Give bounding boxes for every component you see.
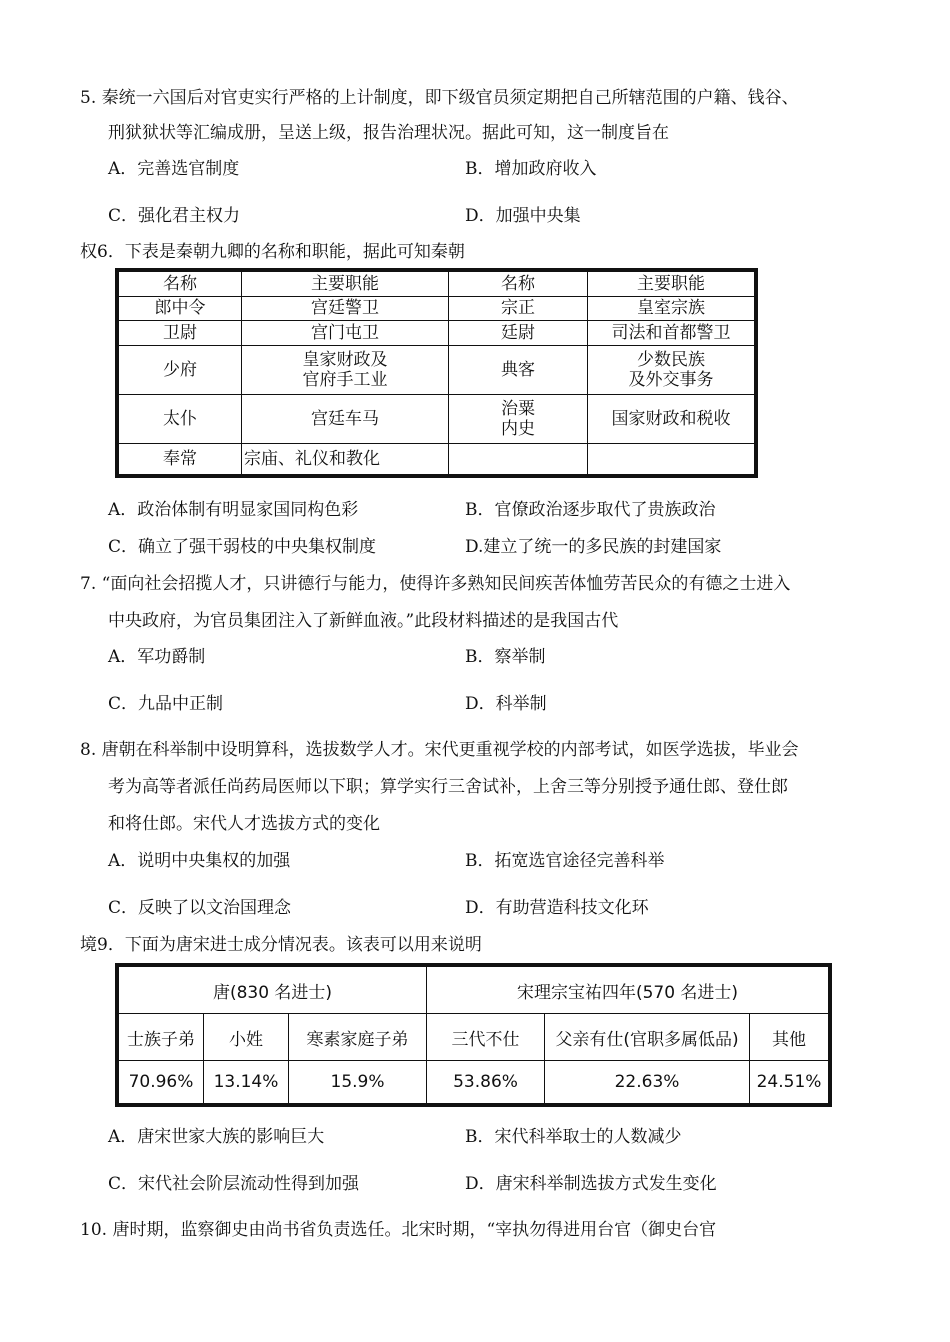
tang-song-jinshi-table: [115, 963, 832, 1107]
table-cell: [449, 444, 588, 475]
table-header: 名称: [119, 272, 242, 297]
table-cell: 奉常: [119, 444, 242, 475]
table-cell: 24.51%: [750, 1061, 829, 1104]
table-cell: 宫廷警卫: [242, 296, 449, 321]
table-cell: 皇室宗族: [588, 296, 755, 321]
q7-stem-line1: 7. “面向社会招揽人才，只讲德行与能力，使得许多熟知民间疾苦体恤劳苦民众的有德之士进入: [80, 574, 791, 594]
q9-option-b: B．宋代科举取士的人数减少: [465, 1127, 682, 1147]
table-header: 父亲有仕(官职多属低品): [545, 1014, 750, 1061]
table-header: 小姓: [204, 1014, 289, 1061]
q9-stem: 境9．下面为唐宋进士成分情况表。该表可以用来说明: [80, 935, 482, 955]
table-header: 主要职能: [242, 272, 449, 297]
table-header: 主要职能: [588, 272, 755, 297]
q8-option-a: A．说明中央集权的加强: [108, 851, 291, 871]
table-cell: 郎中令: [119, 296, 242, 321]
table-cell: 典客: [449, 345, 588, 394]
table-cell: 司法和首都警卫: [588, 321, 755, 346]
q8-option-b: B．拓宽选官途径完善科举: [465, 851, 665, 871]
table-header: 其他: [750, 1014, 829, 1061]
table-cell: 治粟 内史: [449, 394, 588, 443]
q9-option-a: A．唐宋世家大族的影响巨大: [108, 1127, 325, 1147]
table-cell: 13.14%: [204, 1061, 289, 1104]
q7-option-c: C．九品中正制: [108, 694, 224, 714]
table-cell: 太仆: [119, 394, 242, 443]
table-header: 三代不仕: [427, 1014, 545, 1061]
table-cell: 少数民族 及外交事务: [588, 345, 755, 394]
table-header: 名称: [449, 272, 588, 297]
q6-option-c: C．确立了强干弱枝的中央集权制度: [108, 537, 377, 557]
table-cell: 国家财政和税收: [588, 394, 755, 443]
table-cell: 宗正: [449, 296, 588, 321]
q6-option-a: A．政治体制有明显家国同构色彩: [108, 500, 359, 520]
q7-option-a: A．军功爵制: [108, 647, 206, 667]
q6-option-b: B．官僚政治逐步取代了贵族政治: [465, 500, 716, 520]
table-cell: [588, 444, 755, 475]
q8-stem-line1: 8. 唐朝在科举制中设明算科，选拔数学人才。宋代更重视学校的内部考试，如医学选拔，毕业会: [80, 740, 799, 760]
q8-option-c: C．反映了以文治国理念: [108, 898, 292, 918]
q6-option-d: D.建立了统一的多民族的封建国家: [465, 537, 722, 557]
q7-option-b: B．察举制: [465, 647, 546, 667]
table-cell: 少府: [119, 345, 242, 394]
table-group-header: 唐(830 名进士): [119, 967, 427, 1014]
table-cell: 宗庙、礼仪和教化: [242, 444, 449, 475]
table-cell: 宫廷车马: [242, 394, 449, 443]
table-header: 寒素家庭子弟: [289, 1014, 427, 1061]
table-cell: 皇家财政及 官府手工业: [242, 345, 449, 394]
q5-option-d: D．加强中央集: [465, 206, 581, 226]
table-cell: 22.63%: [545, 1061, 750, 1104]
table-cell: 廷尉: [449, 321, 588, 346]
q10-stem-line1: 10. 唐时期，监察御史由尚书省负责选任。北宋时期，“宰执勿得进用台官（御史台官: [80, 1220, 717, 1240]
q8-stem-line2: 考为高等者派任尚药局医师以下职；算学实行三舍试补，上舍三等分别授予通仕郎、登仕郎: [108, 777, 788, 797]
q8-option-d: D．有助营造科技文化环: [465, 898, 649, 918]
table-cell: 15.9%: [289, 1061, 427, 1104]
table-group-header: 宋理宗宝祐四年(570 名进士): [427, 967, 829, 1014]
table-cell: 70.96%: [119, 1061, 204, 1104]
q5-stem-line1: 5. 秦统一六国后对官吏实行严格的上计制度，即下级官员须定期把自己所辖范围的户籍、钱谷、: [80, 88, 799, 108]
q5-stem-line2: 刑狱狱状等汇编成册，呈送上级，报告治理状况。据此可知，这一制度旨在: [108, 123, 669, 143]
table-cell: 宫门屯卫: [242, 321, 449, 346]
q9-option-d: D．唐宋科举制选拔方式发生变化: [465, 1174, 717, 1194]
q5-option-c: C．强化君主权力: [108, 206, 241, 226]
table-cell: 卫尉: [119, 321, 242, 346]
qin-nine-ministers-table: [115, 268, 758, 478]
q7-stem-line2: 中央政府，为官员集团注入了新鲜血液。”此段材料描述的是我国古代: [108, 611, 619, 631]
q5-option-a: A．完善选官制度: [108, 159, 240, 179]
q9-option-c: C．宋代社会阶层流动性得到加强: [108, 1174, 360, 1194]
table-cell: 53.86%: [427, 1061, 545, 1104]
q6-stem: 权6．下表是秦朝九卿的名称和职能，据此可知秦朝: [80, 242, 465, 262]
q7-option-d: D．科举制: [465, 694, 547, 714]
table-header: 士族子弟: [119, 1014, 204, 1061]
q5-option-b: B．增加政府收入: [465, 159, 597, 179]
q8-stem-line3: 和将仕郎。宋代人才选拔方式的变化: [108, 814, 380, 834]
